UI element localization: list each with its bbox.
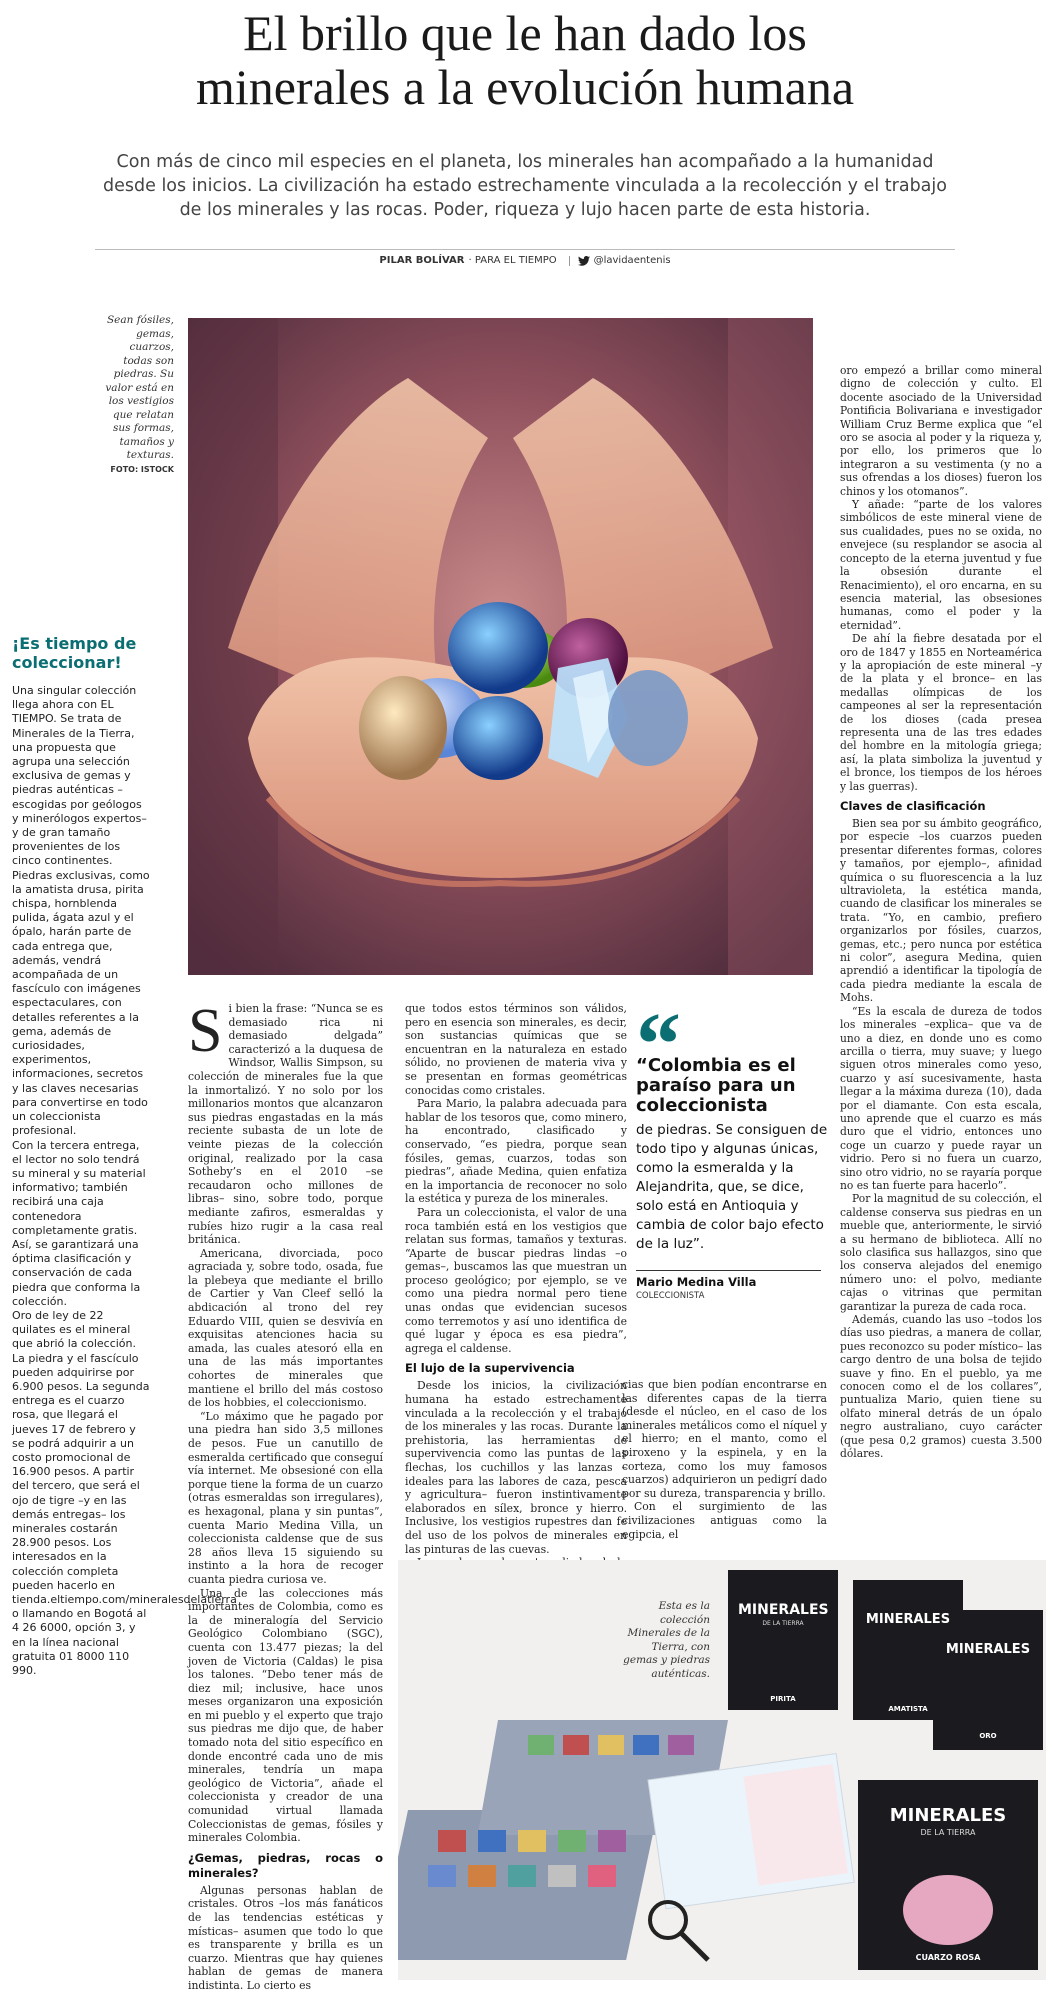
article-paragraph: Bien sea por su ámbito geográfico, por especie –los cuarzos pueden presentar diferentes formas, colores y tamaños, por ejemplo–, afinidad química o su fluorescencia a la luz ultravioleta, la estética manda, cuando de clasificar los minerales se trata. “Yo, en cambio, prefiero organizarlos por fósiles, cuarzos, gemas, etc.; pero nunca por estética ni color”, asegura Medina, quien aprendió a identificar la tipología de cada piedra mediante la escala de Mohs. — [840, 817, 1042, 1005]
book-brand-2: MINERALES — [865, 1612, 951, 1627]
article-paragraph: Una de las colecciones más importantes de Colombia, como es la de mineralogía del Servicio Geológico Colombiano (SGC), cuenta con 13.477 piezas; la del joven de Victoria (Caldas) le pisa los talones. “Debo tener más de diez mil; inclusive, hace unos meses organizaron una exposición en mi pueblo y el experto que trajo sus piedras me dijo que, de haber tomado nota del sitio específico en donde encontré cada uno de mis minerales, tendría un mapa geológico de Victoria”, añade el coleccionista y creador de una comunidad virtual llamada Coleccionistas de gemas, fósiles y minerales Colombia. — [188, 1586, 383, 1845]
pull-quote-name: Mario Medina Villa — [636, 1275, 757, 1289]
article-paragraph: Con el surgimiento de las civilizaciones antiguas como la egipcia, el — [622, 1500, 827, 1541]
book-sub-1: DE LA TIERRA — [762, 1620, 804, 1627]
article-paragraph: Por la magnitud de su colección, el caldense conserva sus piedras en un mueble que, anteriormente, le sirvió a su hermano de biblioteca. Allí no solo clasifica sus hallazgos, sino que los conserva alejados del enemigo número uno: el polvo, mediante cajas o vitrinas que permitan garantizar la pureza de cada roca. — [840, 1192, 1042, 1313]
byline-outlet: · PARA EL TIEMPO — [468, 255, 557, 266]
photo-credit: FOTO: ISTOCK — [110, 464, 174, 474]
sidebar-paragraph: Una singular colección llega ahora con EL TIEMPO. Se trata de Minerales de la Tierra, una propuesta que agrupa una selección exclusiva de gemas y piedras auténticas –escogidas por geólogos y minerólogos expertos– y de gran tamaño provenientes de los cinco continentes. Piedras exclusivas, como la amatista drusa, pirita chispa, hornblenda pulida, ágata azul y el ópalo, harán parte de cada entrega que, además, vendrá acompañada de un fascículo con imágenes espectaculares, con detalles referentes a la gema, además de curiosidades, experimentos, informaciones, secretos y las claves necesarias para convertirse en todo un coleccionista profesional. — [12, 684, 150, 1138]
lead-text: i bien la frase: “Nunca se es demasiado rica ni demasiado delgada” caracterizó a la duquesa de Windsor, Wallis Simpson, su colección de minerales fue la que la inmortalizó. Y no solo por los millonarios montos que alcanzaron sus piedras engastadas en la más reciente subasta de un lote de veinte piezas de la colección original, realizado por la casa Sotheby’s en el 2010 –se recaudaron ocho millones de libras– sino, sobre todo, porque mediante zafiros, esmeraldas y rubíes hizo rugir a la casa real británica. — [188, 1002, 383, 1247]
book-sub-4: DE LA TIERRA — [920, 1828, 976, 1837]
book-brand-3: MINERALES — [945, 1642, 1031, 1657]
hands-with-gems-photo — [188, 318, 813, 975]
article-column-1 — [188, 997, 383, 1993]
byline — [300, 255, 750, 266]
sidebar-paragraph: Con la tercera entrega, el lector no solo tendrá su mineral y su material informativo; también recibirá una caja contenedora completamente gratis. Así, se garantizará una óptima clasificación y conservación de cada piedra que conforma la colección. — [12, 1138, 146, 1308]
quote-rule — [636, 1270, 821, 1271]
dropcap: S — [188, 997, 223, 1065]
pull-quote-lead: “Colombia es el paraíso para un coleccionista — [636, 1055, 796, 1116]
sidebar-title: ¡Es tiempo de coleccionar! — [12, 634, 137, 672]
byline-author: PILAR BOLÍVAR — [379, 255, 465, 266]
article-column-2 — [405, 1002, 627, 1583]
article-paragraph: Para Mario, la palabra adecuada para hablar de los tesoros que, como minero, ha encontrado, clasificado y conservado, “es piedra, porque sean fósiles, gemas, cuarzos, todas son piedras”, añade Medina, quien enfatiza en la importancia de reconocer no solo la estética y pureza de los minerales. — [405, 1097, 627, 1206]
lead-paragraph — [188, 997, 383, 1247]
article-paragraph: cias que bien podían encontrarse en las diferentes capas de la tierra (desde el núcleo, en el caso de los minerales metálicos como el níquel y el hierro; en el manto, como el piroxeno y la espinela, y en la corteza, como los muy famosos cuarzos) adquirieron un pedigrí dado por su dureza, transparencia y brillo. — [622, 1378, 827, 1500]
book-brand-4: MINERALES — [889, 1805, 1007, 1826]
article-paragraph: De ahí la fiebre desatada por el oro de 1847 y 1855 en Norteamérica y la apropiación de este mineral –y de la plata y el bronce– en las medallas olímpicas de los campeones al ser la representación de los dioses (cada presea representa una de las tres edades del hombre en la mitología griega; así, la plata simboliza la juventud y el bronce, los tiempos de los héroes y las guerras). — [840, 632, 1042, 793]
twitter-icon — [569, 256, 590, 266]
byline-handle: @lavidaentenis — [593, 255, 671, 266]
hands-gems-illustration — [188, 318, 813, 975]
article-paragraph: que todos estos términos son válidos, pero en esencia son minerales, es decir, son sustancias químicas que se encuentran en la naturaleza en estado sólido, no provienen de materia viva y se presentan en formas geométricas conocidas como cristales. — [405, 1002, 627, 1097]
book-brand-1: MINERALES — [738, 1602, 829, 1618]
book-label-cuarzo-rosa: CUARZO ROSA — [915, 1953, 981, 1962]
headline-line-2: minerales a la evolución humana — [195, 59, 855, 115]
article-paragraph: Americana, divorciada, poco agraciada y, sobre todo, osada, fue la plebeya que mediante el brillo de Cartier y Van Cleef selló la abdicación al trono del rey Eduardo VIII, quien se desvivía en exquisitas atenciones hacia su amada, las cuales atesoró ella en una de las más importantes cohortes de minerales que mantiene el brillo del más costoso de los hobbies, el coleccionismo. — [188, 1246, 383, 1410]
subhead-lujo: El lujo de la supervivencia — [405, 1361, 575, 1376]
photo-caption-text: Sean fósiles, gemas, cuarzos, todas son piedras. Su valor está en los vestigios que relatan sus formas, tamaños y texturas. — [105, 314, 174, 461]
sidebar-paragraph: Oro de ley de 22 quilates es el mineral que abrió la colección. La piedra y el fascículo pueden adquirirse por 6.900 pesos. La segunda entrega es el cuarzo rosa, que llegará el jueves 17 de febrero y se podrá adquirir a un costo promocional de 16.900 pesos. A partir del tercero, que será el ojo de tigre –y en las demás entregas– los minerales costarán 28.900 pesos. Los interesados en la colección completa pueden hacerlo en tienda.eltiempo.com/mineralesdelatierra o llamando en Bogotá al 4 26 6000, opción 3, y en la línea nacional gratuita 01 8000 110 990. — [12, 1308, 237, 1678]
article-paragraph: Desde los inicios, la civilización humana ha estado estrechamente vinculada a la recolección y el trabajo de los minerales y las rocas. Durante la prehistoria, las herramientas de supervivencia como las puntas de las flechas, los cuchillos y las lanzas –ideales para las labores de caza, pesca y agricultura– fueron instintivamente elaborados en sílex, bronce y hierro. Inclusive, los vestigios rupestres dan fe del uso de los polvos de minerales en las pinturas de las cuevas. — [405, 1379, 627, 1556]
article-paragraph: Algunas personas hablan de cristales. Otros –los más fanáticos de las tendencias estéticas y místicas– asumen que todo lo que es transparente y brilla es un cuarzo. Mientras que hay quienes hablan de gemas de manera indistinta. Lo cierto es — [188, 1883, 383, 1992]
article-paragraph: oro empezó a brillar como mineral digno de colección y culto. El docente asociado de la Universidad Pontificia Bolivariana e investigador William Cruz Berme explica que “el oro se asocia al poder y la riqueza y, por ello, los primeros que lo integraron a su vestimenta (y no a sus ofrendas a los dioses) fueron los chinos y los otomanos”. — [840, 364, 1042, 498]
article-paragraph: Además, cuando las uso –todos los días uso piedras, a manera de collar, pues reconozco su poder místico– las cargo dentro de una bolsa de tejido suave y fino. En el pueblo, ya me conocen como el de los collares”, puntualiza Mario, quien tiene su olfato mineral detrás de un ópalo negro australiano, cuyo carácter (que pesa 0,2 gramos) cuesta 3.500 dólares. — [840, 1313, 1042, 1461]
book-label-pirita: PIRITA — [770, 1695, 796, 1703]
subhead-claves: Claves de clasificación — [840, 799, 986, 813]
headline — [80, 6, 970, 114]
photo-caption — [100, 314, 174, 476]
collection-product-photo — [398, 1560, 1046, 1980]
header-rule — [95, 249, 955, 250]
sidebar-body — [12, 684, 237, 1678]
pull-quote-role: COLECCIONISTA — [636, 1291, 705, 1301]
article-paragraph: Para un coleccionista, el valor de una roca también está en los vestigios que relatan sus formas, tamaños y texturas. “Aparte de buscar piedras lindas –o gemas–, buscamos las que muestran un proceso geológico; por ejemplo, se ve como una piedra normal pero tiene unas ondas que evidencian sucesos como terremotos y así uno identifica de qué lugar y época es esa piedra”, agrega el caldense. — [405, 1205, 627, 1355]
book-label-oro: ORO — [979, 1732, 997, 1740]
quote-mark-icon: “ — [636, 995, 681, 1094]
headline-line-1: El brillo que le han dado los — [243, 5, 807, 61]
pull-quote-text: de piedras. Se consiguen de todo tipo y algunas únicas, como la esmeralda y la Alejandrita, que, se dice, solo está en Antioquia y cambia de color bajo efecto de la luz”. — [636, 1122, 828, 1252]
product-caption: Esta es la colección Minerales de la Tierra, con gemas y piedras auténticas. — [623, 1600, 710, 1680]
article-column-4 — [840, 364, 1042, 1461]
article-column-3 — [622, 1378, 827, 1541]
article-paragraph: “Es la escala de dureza de todos los minerales –explica– que va de uno a diez, en donde uno es como arcilla o tierra, muy suave; y luego siguen otros minerales como yeso, cuarzo y así sucesivamente, hasta llegar a la máxima dureza (10), dada por el diamante. Con esta escala, uno aprende que el cuarzo es más duro que el vidrio, entonces uno coge un cuarzo y puede rayar un vidrio. Pero si no fuera un cuarzo, sino otro vidrio, no se rayaría porque no es tan fuerte para hacerlo”. — [840, 1004, 1042, 1192]
book-label-amatista: AMATISTA — [888, 1705, 928, 1713]
article-paragraph: “Lo máximo que he pagado por una piedra han sido 3,5 millones de pesos. Fue un canutillo de esmeralda certificado que conseguí vía internet. Me obsesioné con ella porque tiene la forma de un cuarzo (otras esmeraldas son irregulares), es hexagonal, plana y sin puntas”, cuenta Mario Medina Villa, un coleccionista caldense que de sus 28 años lleva 15 siguiendo su instinto a la hora de recoger cuanta piedra curiosa ve. — [188, 1409, 383, 1586]
deck: Con más de cinco mil especies en el planeta, los minerales han acompañado a la humanidad desde los inicios. La civilización ha estado estrechamente vinculada a la recolección y el trabajo de los minerales y las rocas. Poder, riqueza y lujo hacen parte de esta historia. — [103, 152, 947, 220]
article-paragraph: Y añade: “parte de los valores simbólicos de este mineral viene de sus cualidades, pues no se oxida, no envejece (su resplandor se asocia al concepto de la eterna juventud y fue la obsesión durante el Renacimiento), el oro encarna, en su esencia material, las obsesiones humanas, como el poder y la eternidad”. — [840, 498, 1042, 632]
subhead-gemas: ¿Gemas, piedras, rocas o minerales? — [188, 1850, 383, 1880]
